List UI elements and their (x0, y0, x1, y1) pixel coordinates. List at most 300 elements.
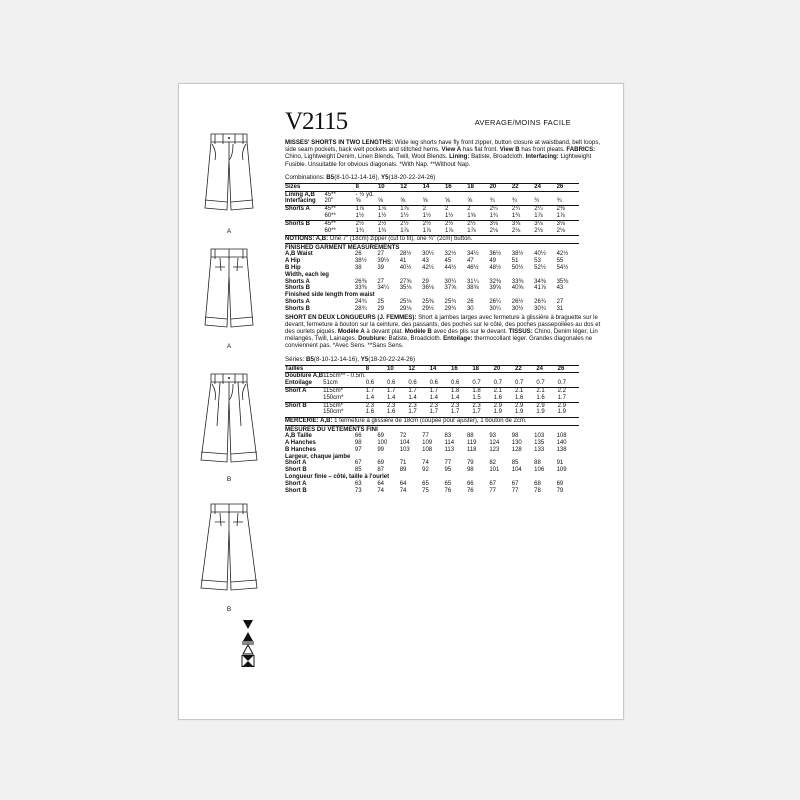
row-value: 1.5 (472, 394, 481, 401)
row-value: 2 (445, 206, 467, 213)
measurement-value: 38½ (354, 258, 367, 265)
measurement-value: 39½ (377, 258, 389, 265)
row-value: 1⅞ (400, 227, 409, 234)
row-value: 2.3 (430, 402, 451, 409)
measurement-row (285, 447, 579, 454)
size-header-cell: 22 (512, 183, 534, 191)
row-width: 150cm* (323, 394, 344, 401)
row-width: 45** (324, 220, 355, 227)
row-value: 1.7 (366, 387, 387, 394)
row-value: 1.9 (557, 409, 566, 416)
measurement-value: 66 (354, 433, 362, 440)
measurement-row (285, 306, 579, 313)
measurement-row (285, 488, 579, 495)
figure-label: A (226, 228, 232, 235)
row-label (285, 409, 323, 416)
pattern-number: V2115 (285, 108, 348, 135)
measurement-label: Short A (285, 460, 307, 467)
description-fr (285, 314, 607, 350)
row-value: 2.3 (366, 402, 387, 409)
yardage-row (285, 409, 579, 416)
measurement-value: 40½ (399, 264, 412, 271)
measurement-value: 77 (444, 460, 452, 467)
measurement-value: 32⅜ (489, 278, 502, 285)
measurement-value: 54½ (556, 264, 569, 271)
row-value: ⅝ (422, 198, 428, 205)
drawing-view-a-back (193, 241, 265, 350)
measurement-value: 42½ (556, 251, 569, 258)
row-value: 0.7 (536, 380, 545, 387)
drawing-view-b-front (193, 366, 265, 483)
measurement-label: Shorts B (285, 305, 311, 312)
row-value: ⅝ (467, 198, 473, 205)
measurement-value: 40½ (534, 251, 546, 258)
row-width: 60** (324, 213, 336, 219)
desc-interfacing-label: Entoilage: (443, 335, 473, 343)
measurement-value: 28½ (399, 251, 412, 258)
measurement-value: 88 (466, 433, 474, 440)
row-value: 1¾ (377, 227, 387, 234)
measurement-value: 52½ (534, 264, 546, 271)
row-label: Shorts A (285, 206, 324, 213)
row-value: ⅝ (444, 198, 450, 205)
row-value: 2 (467, 206, 489, 213)
row-value: 1½ (400, 213, 409, 219)
row-value: 3⅛ (534, 220, 556, 227)
measurement-value: 114 (444, 439, 455, 446)
measurement-value: 31 (556, 305, 564, 312)
desc-fabrics-label: FABRICS: (566, 146, 596, 154)
desc-title: MISSES' SHORTS IN TWO LENGTHS: (285, 139, 394, 146)
measurement-value: 30½ (422, 251, 434, 258)
measurement-value: 30¾ (534, 305, 546, 312)
measurement-value: 79 (466, 460, 474, 467)
measurement-value: 67 (511, 480, 519, 487)
row-value: 1.7 (557, 394, 566, 401)
row-value: 1⅞ (356, 206, 378, 213)
row-value: ¾ (511, 198, 517, 205)
hourglass-icon (241, 655, 255, 667)
row-label: Lining A,B (285, 191, 315, 198)
size-header-cell: 18 (472, 365, 493, 373)
measurement-value: 130 (511, 439, 522, 446)
row-value: 2.9 (515, 402, 536, 409)
measurement-value: 26¾ (534, 298, 546, 305)
measurement-value: 118 (466, 446, 477, 453)
row-value: 1.8 (472, 387, 493, 394)
measurement-value: 49 (489, 258, 497, 265)
row-value: 3⅛ (490, 220, 512, 227)
measurement-value: 55 (556, 258, 564, 265)
row-value: 1.6 (365, 409, 375, 416)
measurement-label: Shorts A (285, 298, 310, 305)
notions-text: One 7" (18cm) zipper (cut to fit), one ¾" (2cm) button. (328, 236, 473, 243)
measurement-value: 29¾ (444, 305, 457, 312)
combo-b5-sizes: (8-10-12-14-16), (334, 173, 381, 181)
size-header-cell: 24 (536, 365, 557, 373)
triangle-outline-icon (241, 643, 255, 655)
row-value: 1.6 (514, 394, 524, 401)
size-header-cell: 24 (534, 183, 556, 191)
figure-label: A (226, 343, 232, 350)
row-value: 3⅛ (557, 220, 579, 227)
triangle-up-icon (241, 631, 255, 643)
measurement-value: 104 (399, 439, 410, 446)
measurement-value: 27⅝ (399, 278, 412, 285)
combinations-en (285, 174, 607, 181)
measurement-subhead-row (285, 454, 579, 461)
measurement-row (285, 467, 579, 474)
combo-label: Combinations: (285, 173, 327, 181)
desc-text: Short à jambes larges avec fermeture à glissière à braguette sur le devant, fermeture à bouton sur la ceinture, des passants, des poches sur le côté, des poches passepoilées au dos et des ourlets piqués. (285, 313, 601, 335)
row-value: 2⅛ (556, 227, 565, 234)
measurement-value: 25⅜ (422, 298, 434, 305)
yardage-header-row (285, 365, 579, 373)
measurement-subhead-row (285, 272, 579, 279)
yardage-row (285, 387, 579, 394)
measurement-value: 109 (556, 467, 567, 474)
measurement-value: 27 (377, 278, 384, 285)
size-header-cell: 12 (408, 365, 429, 373)
row-value: 1½ (377, 213, 387, 219)
row-value: 2⅛ (534, 227, 543, 234)
row-label: Short B (285, 402, 323, 409)
notions-label: MERCERIE: A,B: (285, 418, 333, 425)
row-value: 1.7 (408, 387, 429, 394)
row-value: 2½ (445, 220, 467, 227)
yardage-table-en (285, 183, 579, 235)
row-value: 1⅞ (422, 227, 431, 234)
row-value: 3⅛ (512, 220, 534, 227)
desc-lining-text: Batiste, Broadcloth. (386, 335, 444, 343)
row-width: 115cm* (323, 402, 366, 409)
measurement-value: 128 (511, 446, 522, 453)
row-value: 1¾ (511, 213, 521, 219)
row-value: 1.4 (387, 394, 396, 401)
measurement-label: Short A (285, 480, 307, 487)
combo-y5-sizes: (18-20-22-24-26) (368, 355, 416, 363)
measurement-label: Shorts A (285, 278, 310, 285)
measurement-row (285, 440, 579, 447)
measurement-value: 36½ (489, 251, 502, 258)
row-value: 2½ (378, 220, 400, 227)
row-value: 1⅞ (378, 206, 400, 213)
measurement-row (285, 251, 579, 258)
measurement-subhead: Finished side length from waist (285, 292, 375, 299)
size-header-cell: 20 (494, 365, 515, 373)
row-width: 60** (324, 227, 336, 234)
measurement-value: 53 (534, 258, 541, 265)
measurement-value: 138 (556, 446, 567, 453)
measurement-value: 76 (444, 487, 452, 494)
measurement-value: 73 (354, 487, 362, 494)
row-value: ¾ (556, 198, 562, 205)
measurement-value: 29⅛ (399, 305, 412, 312)
desc-fabrics-label: TISSUS: (508, 327, 533, 335)
measurement-value: 123 (489, 446, 500, 453)
measurement-value: 39⅝ (489, 285, 502, 292)
measurement-row (285, 481, 579, 488)
measurement-value: 87 (377, 467, 384, 474)
measurement-value: 67 (489, 480, 497, 487)
measurement-value: 31¼ (466, 278, 479, 285)
measurement-value: 71 (399, 460, 407, 467)
row-value: 2.3 (387, 402, 408, 409)
measurement-value: 25¾ (444, 298, 457, 305)
pattern-header (285, 108, 607, 139)
measurement-value: 40⅝ (511, 285, 524, 292)
size-header-cell: 14 (430, 365, 451, 373)
row-value: 1⅞ (534, 213, 543, 219)
shorts-b-back-icon (193, 496, 265, 596)
measurement-label: B Hanches (285, 446, 317, 453)
measurement-value: 109 (422, 439, 433, 446)
measurement-value: 26½ (511, 298, 524, 305)
desc-lining-label: Lining: (449, 153, 470, 161)
sizes-header: Sizes (285, 183, 356, 191)
row-label: Short A (285, 387, 323, 394)
row-value: 0.6 (451, 380, 460, 387)
measurement-value: 30¼ (489, 305, 502, 312)
measurement-value: 26¼ (489, 298, 502, 305)
difficulty-symbols (241, 619, 255, 667)
row-value: 1.4 (408, 394, 417, 401)
yardage-table-fr (285, 365, 579, 417)
row-width: 51cm (323, 380, 338, 387)
combo-b5: B5 (305, 355, 314, 363)
measurement-value: 69 (556, 480, 564, 487)
row-value: 2.1 (515, 387, 536, 394)
row-value: 2.9 (558, 402, 579, 409)
desc-view-b-text: avec des plis sur le devant. (431, 327, 509, 335)
measurement-value: 92 (422, 467, 429, 474)
measurement-value: 33⅜ (354, 285, 367, 292)
measurement-value: 85 (354, 467, 362, 474)
desc-interfacing-text: Lightweight Fusible. Unsuitable for obvious diagonals. *With Nap. **Without Nap. (285, 153, 592, 168)
figure-label: B (226, 606, 232, 613)
yardage-row (285, 198, 579, 205)
size-header-cell: 26 (557, 183, 579, 191)
row-value: 2½ (400, 220, 422, 227)
measurement-value: 24¾ (354, 298, 367, 305)
combo-b5: B5 (326, 173, 335, 181)
shorts-b-front-icon (193, 366, 265, 466)
size-header-cell: 16 (451, 365, 472, 373)
row-value: 2⅛ (511, 227, 521, 234)
desc-fabrics-text: Chino, Denim léger, Lin mélangés, Twill, Lainages. (285, 327, 598, 343)
measurement-value: 29 (377, 305, 384, 312)
desc-view-a-label: View A (441, 146, 462, 154)
measurement-value: 67 (354, 460, 362, 467)
combo-y5-sizes: (18-20-22-24-26) (388, 173, 436, 181)
yardage-row (285, 191, 579, 198)
measurement-value: 64 (399, 480, 407, 487)
row-value: 1.9 (493, 409, 502, 416)
measurement-value: 26⅜ (354, 278, 367, 285)
row-value: 2.3 (408, 402, 429, 409)
measurement-value: 47 (466, 258, 474, 265)
desc-view-a-label: Modèle A (337, 327, 365, 335)
row-value: 1.9 (536, 409, 545, 416)
size-header-cell: 16 (445, 183, 467, 191)
row-value: 1½ (444, 213, 454, 219)
measurement-value: 42½ (422, 264, 434, 271)
measurement-value: 34½ (466, 251, 479, 258)
size-header-cell: 8 (356, 183, 378, 191)
measurement-value: 97 (354, 446, 362, 453)
size-header-cell: 10 (387, 365, 408, 373)
row-value: 1⅝ (467, 213, 476, 219)
desc-text: Wide leg shorts have fly front zipper, button closure at waistband, belt loops, side seam pockets, back welt pockets and stitched hems. (285, 139, 601, 154)
row-value: 1.4 (429, 394, 439, 401)
measurement-value: 119 (466, 439, 477, 446)
row-value: 1¾ (489, 213, 498, 219)
desc-view-a-text: à devant plat. (364, 327, 405, 335)
row-value: 1.8 (451, 387, 472, 394)
row-value: 1⅞ (400, 206, 422, 213)
measurement-value: 95 (444, 467, 452, 474)
row-value: 2½ (467, 220, 489, 227)
row-value: ⅝ (377, 198, 383, 205)
measurement-value: 91 (556, 460, 564, 467)
row-value: - ½ yd. (355, 191, 374, 198)
measurement-value: 30½ (511, 305, 524, 312)
row-width: 20" (324, 198, 334, 205)
measurement-value: 69 (377, 460, 384, 467)
row-value: 1⅞ (556, 213, 565, 219)
row-value: 1½ (422, 213, 431, 219)
row-value: 1⅞ (444, 227, 454, 234)
measurement-value: 85 (511, 460, 519, 467)
row-value: ¾ (489, 198, 495, 205)
measurement-value: 103 (534, 433, 545, 440)
measurement-value: 44½ (444, 264, 457, 271)
measurement-value: 75 (422, 487, 429, 494)
measurement-value: 45 (444, 258, 452, 265)
size-header-cell: 10 (378, 183, 400, 191)
measurement-value: 108 (556, 433, 567, 440)
measurement-value: 64 (377, 480, 384, 487)
measurement-value: 35⅛ (399, 285, 412, 292)
row-width: 115cm* (323, 387, 366, 394)
measurement-value: 28¾ (354, 305, 367, 312)
measurement-value: 74 (399, 487, 407, 494)
measurement-value: 32½ (444, 251, 457, 258)
size-header-cell: 12 (400, 183, 422, 191)
yardage-row (285, 206, 579, 213)
measurement-value: 38⅝ (466, 285, 479, 292)
row-value: 1⅞ (467, 227, 476, 234)
pattern-content (285, 108, 607, 494)
combo-y5: Y5 (360, 355, 369, 363)
measurement-value: 37⅝ (444, 285, 457, 292)
measurement-value: 99 (377, 446, 384, 453)
desc-view-b-label: Modèle B (404, 327, 432, 335)
measurement-subhead-row (285, 474, 579, 481)
row-value: 1½ (355, 213, 364, 219)
yardage-row (285, 380, 579, 387)
row-value: 0.6 (387, 380, 396, 387)
row-value: 2⅛ (489, 227, 498, 234)
measurement-value: 36⅛ (422, 285, 434, 292)
desc-title: SHORT EN DEUX LONGUEURS (J. FEMMES): (285, 313, 417, 321)
size-header-cell: 26 (558, 365, 579, 373)
row-value: 2½ (356, 220, 378, 227)
measurement-value: 133 (534, 446, 545, 453)
measurements-table-fr (285, 433, 579, 494)
measurements-title-fr: MESURES DU VÊTEMENTS FINI (285, 426, 378, 434)
row-value: 0.7 (557, 380, 566, 387)
measurement-value: 82 (489, 460, 497, 467)
size-header-cell: 18 (467, 183, 489, 191)
measurement-value: 26 (466, 298, 474, 305)
row-value: 0.6 (408, 380, 417, 387)
combinations-fr (285, 356, 607, 363)
row-value: 1.4 (365, 394, 375, 401)
desc-view-b-label: View B (499, 146, 520, 154)
row-value: 2.9 (494, 402, 515, 409)
measurement-value: 98 (354, 439, 362, 446)
row-value: 1.6 (493, 394, 502, 401)
measurement-subhead: Longueur finie – côté, taille à l'ourlet (285, 473, 390, 480)
size-header-cell: 22 (515, 365, 536, 373)
row-value: 2⅜ (557, 206, 579, 213)
measurement-label: Short B (285, 487, 307, 494)
measurement-value: 77 (422, 433, 429, 440)
measurement-value: 38 (354, 264, 362, 271)
measurement-value: 68 (534, 480, 541, 487)
measurement-value: 124 (489, 439, 500, 446)
measurement-label: Short B (285, 467, 307, 474)
measurement-value: 101 (489, 467, 500, 474)
row-value: 1.6 (536, 394, 545, 401)
measurement-row (285, 299, 579, 306)
measurement-label: B Hip (285, 264, 301, 271)
measurement-value: 88 (534, 460, 541, 467)
row-value: 0.7 (514, 380, 524, 387)
measurement-value: 74 (377, 487, 384, 494)
measurement-value: 108 (422, 446, 433, 453)
measurement-value: 83 (444, 433, 452, 440)
row-value: 0.7 (472, 380, 481, 387)
row-value: 1¾ (355, 227, 364, 234)
yardage-row (285, 402, 579, 409)
row-value: 1.7 (429, 409, 439, 416)
measurements-table-en (285, 251, 579, 312)
row-value: 2¼ (490, 206, 512, 213)
row-label: Interfacing (285, 198, 316, 205)
measurement-value: 25⅛ (399, 298, 412, 305)
measurement-value: 93 (489, 433, 497, 440)
row-label (285, 213, 324, 220)
row-label (285, 395, 323, 402)
drawing-view-a-front (193, 126, 265, 235)
measurement-value: 76 (466, 487, 474, 494)
row-value: 1.7 (451, 409, 460, 416)
yardage-header-row (285, 183, 579, 191)
measurement-value: 77 (489, 487, 497, 494)
row-width: 150cm* (323, 409, 344, 416)
row-value: 1.6 (387, 409, 396, 416)
measurement-value: 113 (444, 446, 455, 453)
yardage-row (285, 220, 579, 227)
notions-label: NOTIONS: A,B: (285, 236, 329, 243)
measurement-value: 34¼ (377, 285, 389, 292)
measurement-label: A Hip (285, 258, 301, 265)
row-value: 2.9 (536, 402, 557, 409)
measurement-value: 34⅜ (534, 278, 546, 285)
desc-view-b-text: has front pleats. (519, 146, 567, 154)
